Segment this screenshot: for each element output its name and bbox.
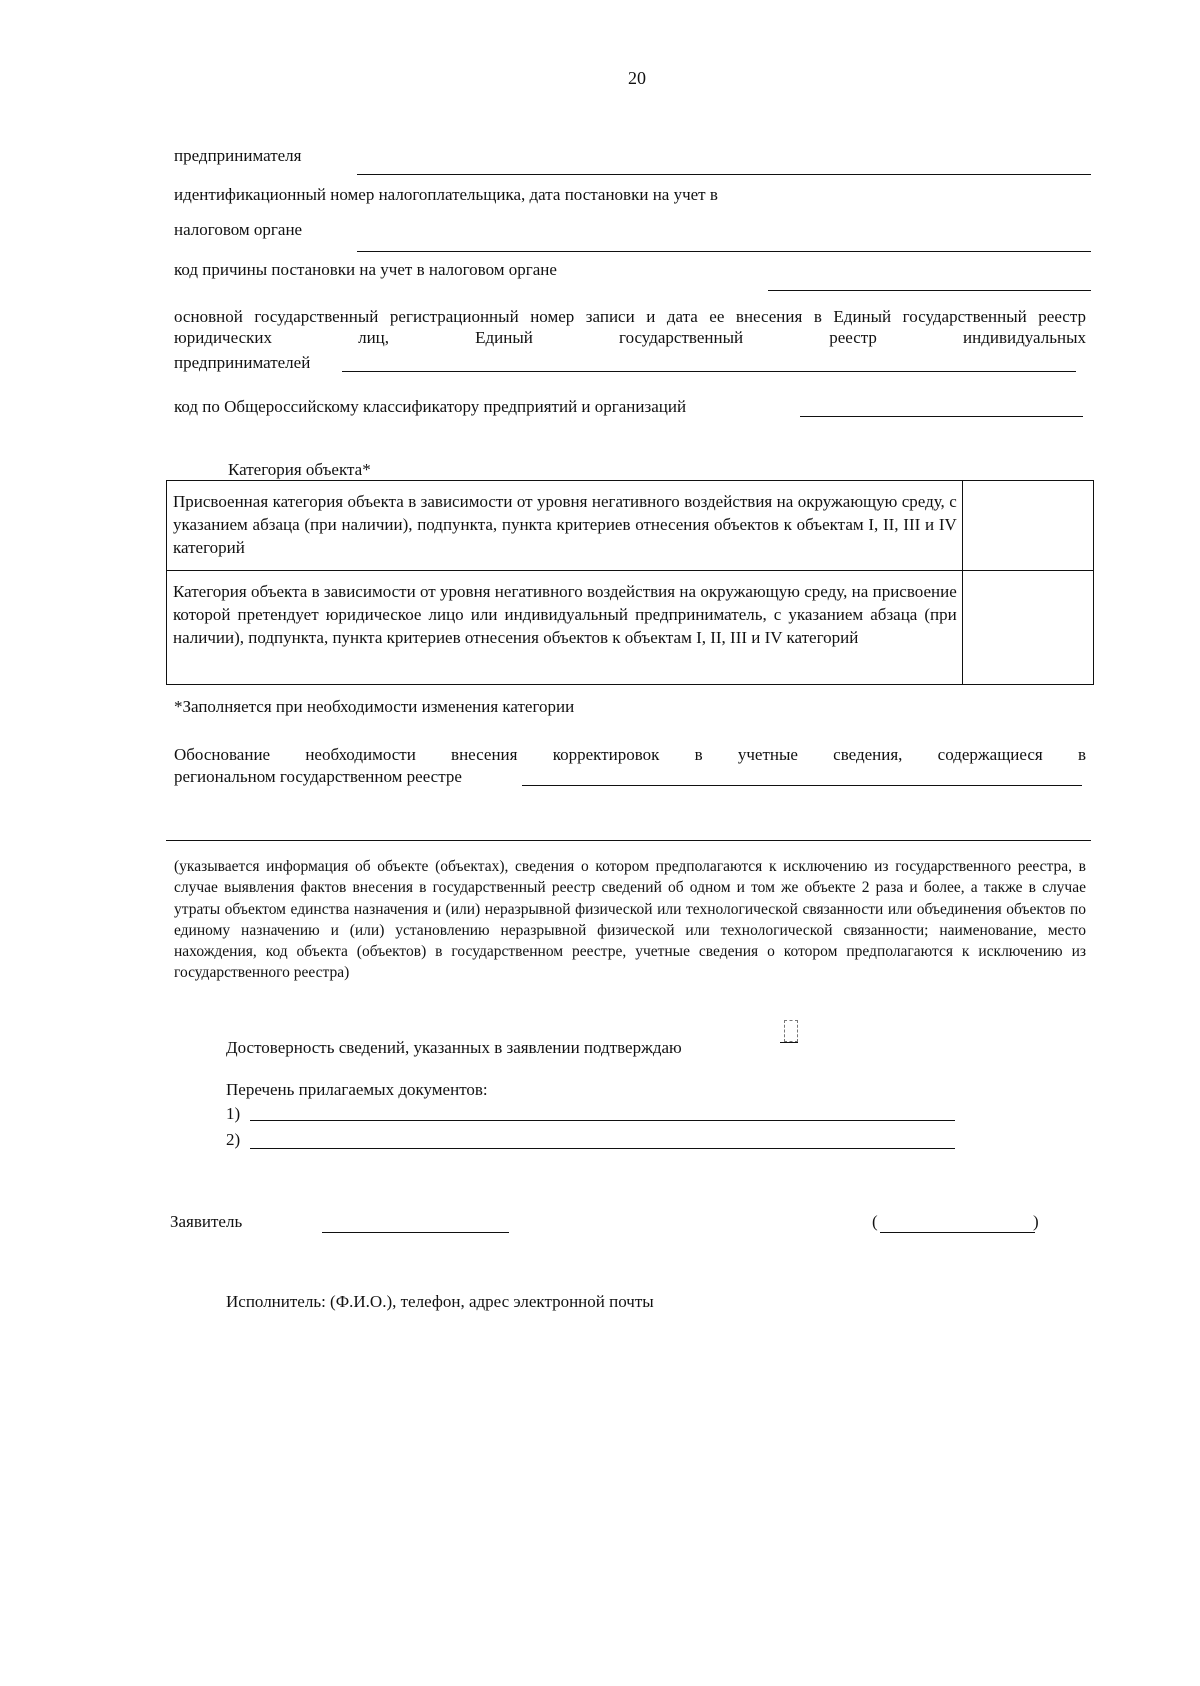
instruction-note: (указывается информация об объекте (объектах), сведения о котором предполагаются к исключению из государственного реестра, в случае выявления фактов внесения в государственный реестр сведений об одном и том же объекте 2 раза и более, а также в случае утраты объектом единства назначения и (или) неразрывной физической или технологической связанности или объединения объектов по единому назначению и (или) установлению неразрывной физической или технологической связанности; наименование, место нахождения, код объекта (объектов) в государственном реестре, учетные сведения о котором предполагаются к исключению из государственного реестра) [174, 858, 1086, 982]
applicant-label: Заявитель [170, 1212, 243, 1231]
justification-input[interactable] [522, 785, 1082, 786]
field-inn-label-cont: налоговом органе [174, 220, 303, 239]
field-ogrn-label: основной государственный регистрационный номер записи и дата ее внесения в Единый государственный реестр юридических лиц, Единый государственный реестр индивидуальных [174, 307, 1086, 347]
applicant-name-input[interactable] [880, 1232, 1035, 1233]
category-current-value[interactable] [962, 481, 1093, 571]
page-number: 20 [628, 68, 646, 88]
field-entrepreneur-label: предпринимателя [174, 146, 302, 165]
category-title: Категория объекта* [228, 460, 371, 479]
field-ogrn-label-cont: предпринимателей [174, 353, 311, 372]
field-kpp-label: код причины постановки на учет в налоговом органе [174, 260, 557, 279]
field-kpp-input[interactable] [768, 290, 1091, 291]
document-item-2-input[interactable] [250, 1148, 955, 1149]
applicant-paren-open: ( [872, 1212, 878, 1231]
applicant-paren-close: ) [1033, 1212, 1039, 1231]
field-okpo-input[interactable] [800, 416, 1083, 417]
checkbox-underline [780, 1042, 798, 1043]
field-inn-label: идентификационный номер налогоплательщика, дата постановки на учет в [174, 185, 718, 204]
applicant-signature-input[interactable] [322, 1232, 509, 1233]
table-row [167, 481, 1094, 571]
justification-label-cont: региональном государственном реестре [174, 767, 462, 786]
field-entrepreneur-input[interactable] [357, 174, 1091, 175]
justification-input-cont[interactable] [166, 840, 1091, 841]
field-okpo-label: код по Общероссийскому классификатору предприятий и организаций [174, 397, 687, 416]
field-ogrn-input[interactable] [342, 371, 1076, 372]
document-item-2-label: 2) [226, 1130, 241, 1149]
confirm-label: Достоверность сведений, указанных в заявлении подтверждаю [226, 1038, 682, 1057]
category-requested-label: Категория объекта в зависимости от уровня негативного воздействия на окружающую среду, на присвоение которой претендует юридическое лицо или индивидуальный предприниматель, с указанием абзаца (при наличии), подпункта, пункта критериев отнесения объектов к объектам I, II, III и IV категорий [167, 571, 963, 685]
document-item-1-label: 1) [226, 1104, 241, 1123]
documents-title: Перечень прилагаемых документов: [226, 1080, 488, 1099]
category-table [166, 480, 1094, 685]
category-current-label: Присвоенная категория объекта в зависимости от уровня негативного воздействия на окружающую среду, с указанием абзаца (при наличии), подпункта, пункта критериев отнесения объектов к объектам I, II, III и IV категорий [167, 481, 963, 571]
category-footnote: *Заполняется при необходимости изменения категории [174, 697, 575, 716]
document-item-1-input[interactable] [250, 1120, 955, 1121]
field-inn-input[interactable] [357, 251, 1091, 252]
justification-label: Обоснование необходимости внесения корректировок в учетные сведения, содержащиеся в [174, 745, 1086, 764]
table-row [167, 571, 1094, 685]
executor-label: Исполнитель: (Ф.И.О.), телефон, адрес электронной почты [226, 1292, 654, 1311]
category-requested-value[interactable] [962, 571, 1093, 685]
confirm-checkbox[interactable] [784, 1020, 798, 1042]
